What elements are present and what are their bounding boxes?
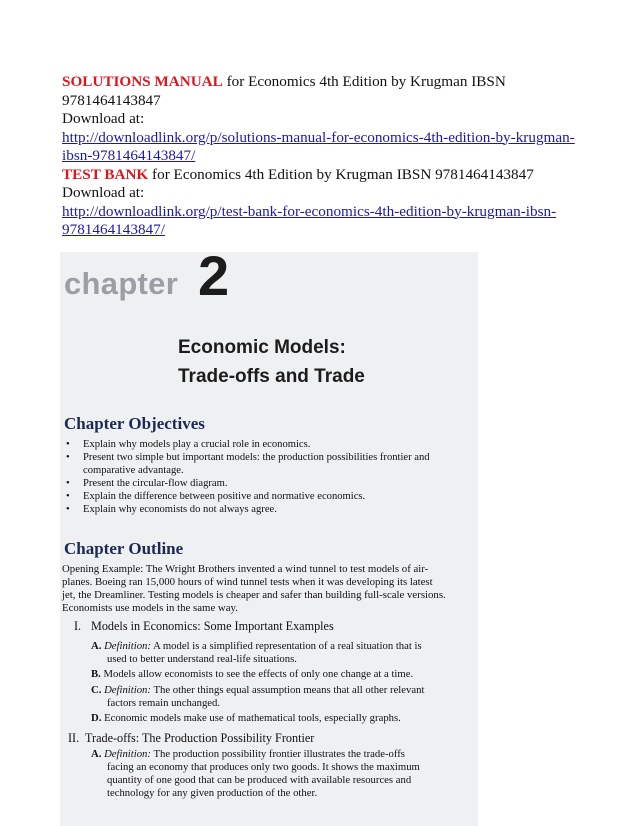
bullet-icon: • (66, 452, 70, 463)
objectives-list (66, 438, 486, 516)
section-number: II. (68, 731, 80, 745)
outline-item-1c (91, 684, 481, 710)
outline-item-2a (91, 748, 481, 800)
objective-text: Explain why models play a crucial role in economics. (83, 439, 311, 450)
item-letter: A. (91, 640, 102, 652)
outline-heading: Chapter Outline (64, 539, 184, 558)
test-bank-line (62, 166, 602, 185)
chapter-label: chapter (64, 266, 179, 301)
definition-label: Definition: (104, 748, 151, 760)
objective-item (66, 451, 486, 477)
bullet-icon: • (66, 491, 70, 502)
opening-example (62, 563, 488, 615)
item-text: Models allow economists to see the effects of only one change at a time. (103, 668, 414, 680)
section-title: Models in Economics: Some Important Examples (91, 619, 334, 633)
objective-text: Present two simple but important models: the production possibilities frontier and (83, 452, 430, 463)
section-title: Trade-offs: The Production Possibility Frontier (85, 731, 315, 745)
item-text: A model is a simplified representation of a real situation that is (153, 640, 422, 652)
objective-item (66, 503, 486, 516)
solutions-manual-isbn: 9781464143847 (62, 91, 161, 109)
item-text-cont: used to better understand real-life situations. (107, 653, 297, 665)
objective-item (66, 490, 486, 503)
opening-line: jet, the Dreamliner. Testing models is cheaper and safer than building full-scale versions. (62, 589, 446, 601)
item-text-cont: technology for any given production of the other. (107, 787, 318, 799)
section-heading-1 (74, 619, 334, 634)
item-text-cont: facing an economy that produces only two goods. It shows the maximum (107, 761, 420, 773)
chapter-number: 2 (198, 244, 230, 307)
item-letter: A. (91, 748, 102, 760)
objective-text-cont: comparative advantage. (83, 465, 184, 476)
opening-line: Opening Example: The Wright Brothers invented a wind tunnel to test models of air- (62, 563, 429, 575)
item-letter: D. (91, 712, 102, 724)
solutions-manual-link-part1[interactable]: http://downloadlink.org/p/solutions-manual-for-economics-4th-edition-by-krugman- (62, 128, 575, 146)
objective-text: Present the circular-flow diagram. (83, 478, 228, 489)
test-bank-label: TEST BANK (62, 165, 149, 183)
outline-item-1a (91, 640, 481, 666)
bullet-icon: • (66, 504, 70, 515)
bullet-icon: • (66, 439, 70, 450)
test-bank-download-label: Download at: (62, 184, 145, 201)
item-text-cont: quantity of one good that can be produced with available resources and (107, 774, 412, 786)
definition-label: Definition: (104, 640, 151, 652)
test-bank-text: for Economics 4th Edition by Krugman IBSN 9781464143847 (148, 165, 534, 183)
chapter-title-line1: Economic Models: (178, 337, 346, 358)
outline-item-1d (91, 712, 481, 725)
objectives-heading: Chapter Objectives (64, 414, 205, 433)
section-heading-2 (68, 731, 314, 746)
solutions-manual-line (62, 73, 602, 92)
item-letter: B. (91, 668, 101, 680)
solutions-manual-label: SOLUTIONS MANUAL (62, 73, 223, 90)
item-letter: C. (91, 684, 102, 696)
definition-label: Definition: (104, 684, 151, 696)
item-text: The production possibility frontier illustrates the trade-offs (153, 748, 405, 760)
item-text-cont: factors remain unchanged. (107, 697, 221, 709)
item-text: Economic models make use of mathematical tools, especially graphs. (104, 712, 401, 724)
opening-line: planes. Boeing ran 15,000 hours of wind tunnel tests when it was developing its latest (62, 576, 433, 588)
chapter-title-line2: Trade-offs and Trade (178, 366, 365, 387)
bullet-icon: • (66, 478, 70, 489)
outline-item-1b (91, 668, 481, 681)
objective-text: Explain why economists do not always agree. (83, 504, 277, 515)
objective-item (66, 477, 486, 490)
solutions-manual-text: for Economics 4th Edition by Krugman IBSN (222, 73, 506, 90)
section-number: I. (74, 619, 82, 633)
objective-item (66, 438, 486, 451)
download-header (62, 73, 602, 240)
solutions-manual-download-label: Download at: (62, 110, 145, 127)
solutions-manual-link-part2[interactable]: ibsn-9781464143847/ (62, 147, 196, 164)
opening-line: Economists use models in the same way. (62, 602, 238, 614)
test-bank-link-part2[interactable]: 9781464143847/ (62, 221, 165, 238)
item-text: The other things equal assumption means that all other relevant (153, 684, 425, 696)
test-bank-link-part1[interactable]: http://downloadlink.org/p/test-bank-for-economics-4th-edition-by-krugman-ibsn- (62, 202, 557, 220)
objective-text: Explain the difference between positive and normative economics. (83, 491, 366, 502)
